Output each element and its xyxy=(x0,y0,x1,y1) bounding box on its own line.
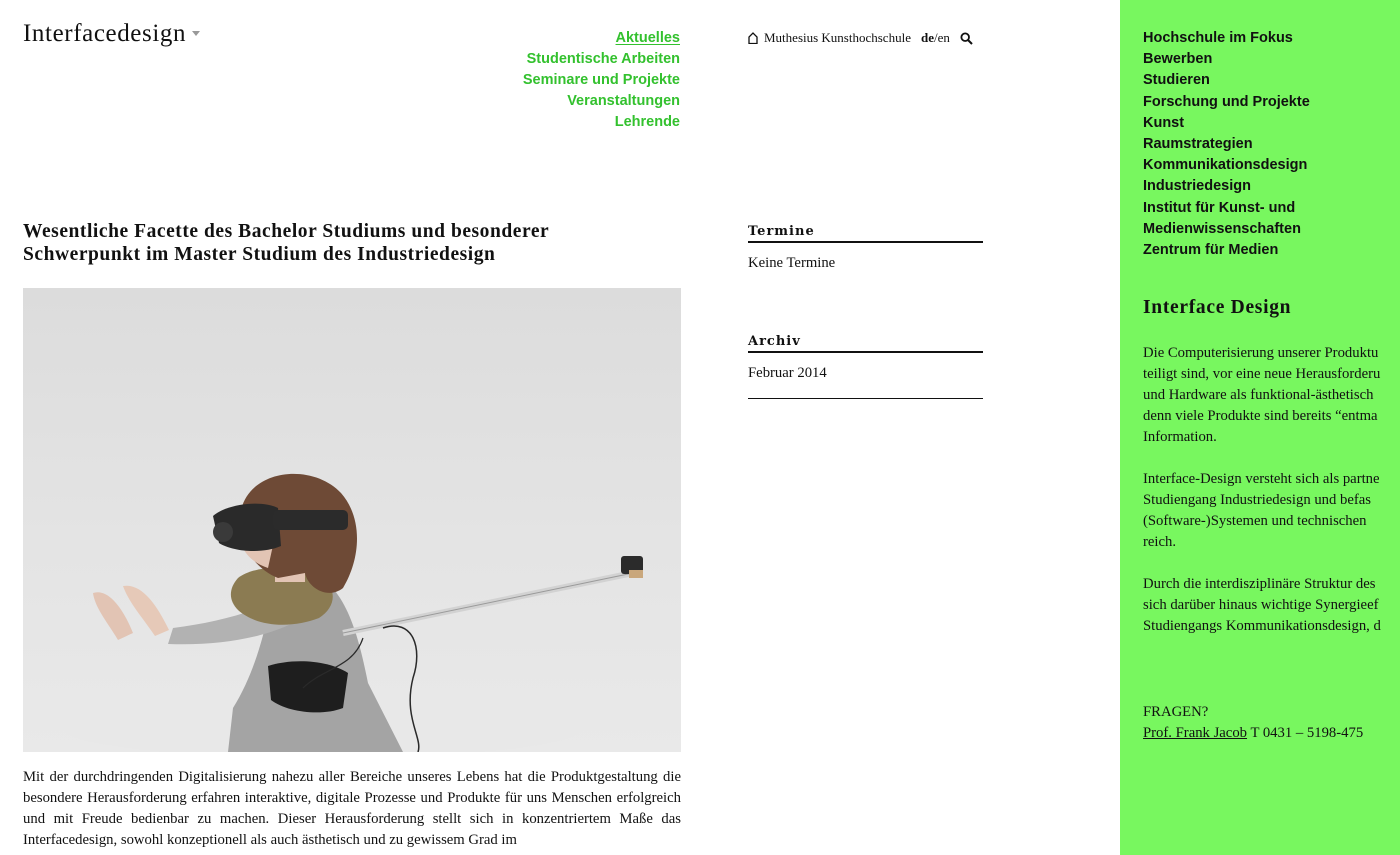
text-line: denn viele Produkte sind bereits “entma xyxy=(1143,408,1378,424)
lang-en[interactable]: en xyxy=(937,30,950,45)
inst-nav-industriedesign[interactable]: Industriedesign xyxy=(1143,178,1251,195)
nav-item-seminare-und-projekte[interactable]: Seminare und Projekte xyxy=(522,72,680,88)
inst-nav-kommunikationsdesign[interactable]: Kommunikationsdesign xyxy=(1143,157,1308,174)
chevron-down-icon[interactable] xyxy=(192,31,200,36)
text-line: Die Computerisierung unserer Produktu xyxy=(1143,345,1379,361)
search-icon[interactable] xyxy=(960,32,973,45)
lang-de[interactable]: de xyxy=(920,30,934,45)
contact-block xyxy=(1143,702,1363,744)
text-line: Studiengangs Kommunikationsdesign, d xyxy=(1143,618,1381,634)
panel-title: Interface Design xyxy=(1143,297,1292,318)
termine-empty: Keine Termine xyxy=(748,255,836,271)
vr-person-illustration xyxy=(23,288,681,752)
inst-nav-studieren[interactable]: Studieren xyxy=(1143,72,1210,89)
inst-nav-institut-kunst-1[interactable]: Institut für Kunst- und xyxy=(1143,199,1296,216)
institution-panel xyxy=(1120,0,1400,855)
inst-nav-hochschule-im-fokus[interactable]: Hochschule im Fokus xyxy=(1143,30,1293,46)
contact-line xyxy=(1143,723,1363,744)
utility-bar xyxy=(748,30,973,46)
lang-separator: / xyxy=(933,30,938,45)
panel-paragraph-2 xyxy=(1143,469,1400,553)
inst-nav-forschung-und-projekte[interactable]: Forschung und Projekte xyxy=(1143,93,1310,110)
language-switch xyxy=(921,30,950,46)
contact-phone: T 0431 – 5198-475 xyxy=(1250,725,1364,741)
inst-nav-bewerben[interactable]: Bewerben xyxy=(1143,51,1213,68)
text-line: Studiengang Industriedesign und befas xyxy=(1143,492,1372,508)
archiv-item[interactable]: Februar 2014 xyxy=(748,353,983,399)
panel-text xyxy=(1143,343,1400,658)
institution-nav xyxy=(1143,28,1310,261)
archiv-box xyxy=(748,334,983,399)
nav-item-lehrende[interactable]: Lehrende xyxy=(614,114,680,130)
contact-heading: FRAGEN? xyxy=(1143,704,1209,720)
text-line: Information. xyxy=(1143,429,1217,445)
headline-line-1: Wesentliche Facette des Bachelor Studiums und besonderer xyxy=(23,221,550,242)
inst-nav-institut-kunst-2[interactable]: Medienwissenschaften xyxy=(1143,220,1301,237)
inst-nav-kunst[interactable]: Kunst xyxy=(1143,114,1185,131)
text-line: Durch die interdisziplinäre Struktur des xyxy=(1143,576,1376,592)
text-line: sich darüber hinaus wichtige Synergieef xyxy=(1143,597,1379,613)
text-line: reich. xyxy=(1143,534,1177,550)
contact-person-link[interactable]: Prof. Frank Jacob xyxy=(1143,725,1248,741)
site-title-text[interactable]: Interfacedesign xyxy=(23,20,187,47)
home-link[interactable]: Muthesius Kunsthochschule xyxy=(764,30,911,45)
inst-nav-raumstrategien[interactable]: Raumstrategien xyxy=(1143,136,1253,153)
nav-item-veranstaltungen[interactable]: Veranstaltungen xyxy=(567,93,680,109)
home-icon[interactable] xyxy=(748,32,758,44)
text-line: und Hardware als funktional-ästhetisch xyxy=(1143,387,1374,403)
inst-nav-zentrum-fuer-medien[interactable]: Zentrum für Medien xyxy=(1143,242,1279,259)
article-headline xyxy=(23,221,683,266)
hero-image xyxy=(23,288,681,752)
text-line: Interface-Design versteht sich als partne xyxy=(1143,471,1380,487)
main-nav xyxy=(523,28,680,133)
text-line: teiligt sind, vor eine neue Herausforderu xyxy=(1143,366,1381,382)
nav-item-aktuelles[interactable]: Aktuelles xyxy=(615,30,680,46)
nav-item-studentische-arbeiten[interactable]: Studentische Arbeiten xyxy=(526,51,680,67)
text-line: (Software-)Systemen und technischen xyxy=(1143,513,1367,529)
termine-title: Termine xyxy=(748,224,983,243)
panel-paragraph-1 xyxy=(1143,343,1400,448)
termine-box xyxy=(748,224,983,272)
archiv-title: Archiv xyxy=(748,334,983,353)
headline-line-2: Schwerpunkt im Master Studium des Industriedesign xyxy=(23,243,496,265)
panel-paragraph-3 xyxy=(1143,574,1400,637)
article-body: Mit der durchdringenden Digitalisierung nahezu aller Bereiche unseres Lebens hat die Produktgestaltung die besondere Herausforderung erfahren interaktive, digitale Prozesse und Produkte für uns Menschen erfolgreich und mit Freude bedienbar zu machen. Dieser Herausforderung stellt sich in konzentriertem Maße das Interfacedesign, sowohl konzeptionell als auch ästhetisch und zu gewissem Grad im xyxy=(23,769,681,848)
site-title[interactable] xyxy=(23,20,200,48)
